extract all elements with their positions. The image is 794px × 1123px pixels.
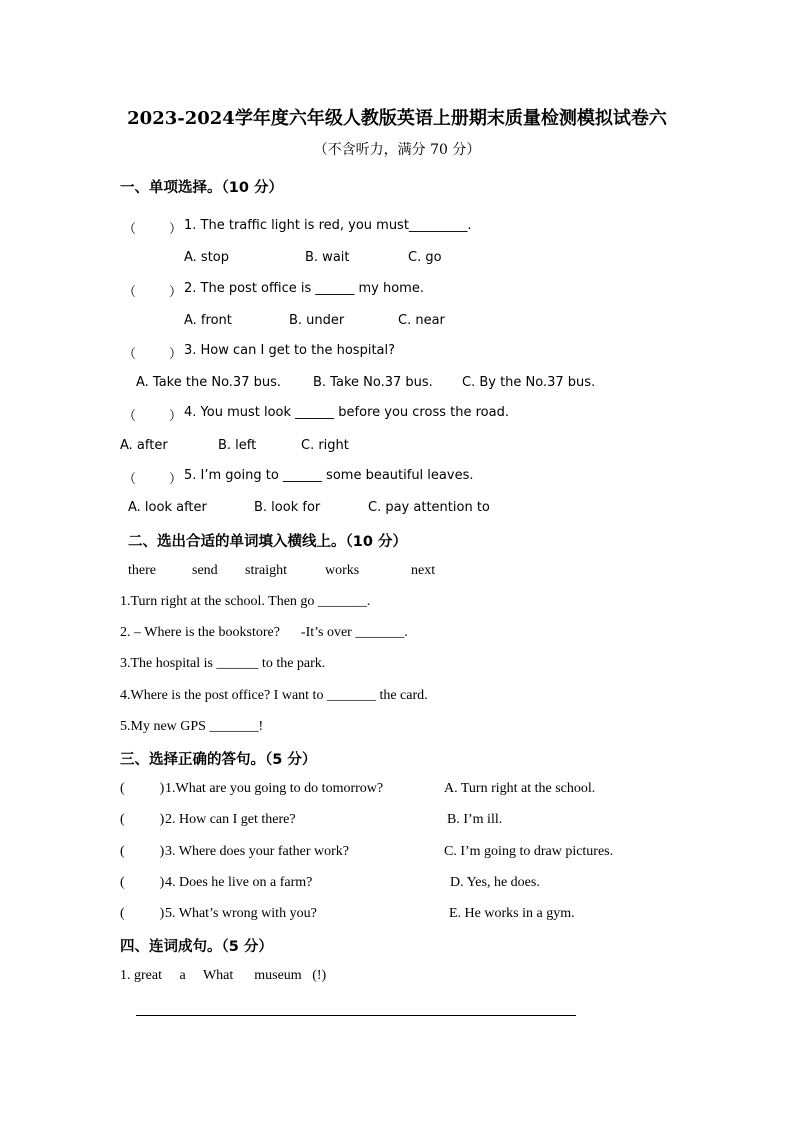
option-b: B. wait (305, 250, 350, 265)
question-text: 1. The traffic light is red, you must_________. (184, 218, 472, 233)
answer-paren: （ ） (123, 347, 183, 362)
option-a: A. stop (184, 250, 230, 265)
fill-blank-sentence: 5.My new GPS _______! (120, 719, 264, 734)
option-b: B. left (218, 438, 257, 453)
section-heading-3: 三、选择正确的答句。（5 分） (120, 752, 317, 768)
option-c: C. right (301, 438, 349, 453)
question-text: 5. What’s wrong with you? (165, 906, 317, 921)
answer-paren: ( ) (120, 906, 165, 921)
word-bank-item: next (411, 563, 436, 578)
answer-paren: （ ） (123, 472, 183, 487)
answer-paren: （ ） (123, 285, 183, 300)
section-heading-2: 二、选出合适的单词填入横线上。（10 分） (128, 534, 407, 550)
answer-option: E. He works in a gym. (449, 906, 575, 921)
option-a: A. after (120, 438, 168, 453)
question-text: 4. Does he live on a farm? (165, 875, 313, 890)
option-a: A. front (184, 313, 232, 328)
word-order-question: 1. great a What museum (!) (120, 968, 327, 983)
option-c: C. near (398, 313, 445, 328)
option-a: A. look after (128, 500, 207, 515)
option-b: B. under (289, 313, 345, 328)
answer-option: B. I’m ill. (447, 812, 503, 827)
answer-option: A. Turn right at the school. (444, 781, 596, 796)
option-c: C. pay attention to (368, 500, 490, 515)
question-text: 3. How can I get to the hospital? (184, 343, 396, 358)
option-b: B. Take No.37 bus. (313, 375, 433, 390)
option-c: C. go (408, 250, 442, 265)
answer-paren: ( ) (120, 844, 165, 859)
answer-option: C. I’m going to draw pictures. (444, 844, 614, 859)
word-bank-item: send (192, 563, 218, 578)
section-heading-4: 四、连词成句。（5 分） (120, 939, 273, 955)
answer-line (136, 1015, 576, 1016)
fill-blank-sentence: 2. – Where is the bookstore? -It’s over _______. (120, 625, 408, 640)
fill-blank-sentence: 3.The hospital is ______ to the park. (120, 656, 326, 671)
answer-paren: ( ) (120, 781, 165, 796)
word-bank-item: straight (245, 563, 287, 578)
fill-blank-sentence: 4.Where is the post office? I want to _______ the card. (120, 688, 428, 703)
question-text: 2. How can I get there? (165, 812, 296, 827)
answer-paren: （ ） (123, 409, 183, 424)
word-bank-item: there (128, 563, 156, 578)
section-heading-1: 一、单项选择。（10 分） (120, 180, 283, 196)
answer-option: D. Yes, he does. (450, 875, 540, 890)
page-subtitle: （不含听力，满分 70 分） (313, 142, 481, 158)
question-text: 2. The post office is ______ my home. (184, 281, 424, 296)
option-c: C. By the No.37 bus. (462, 375, 596, 390)
page-title: 2023-2024学年度六年级人教版英语上册期末质量检测模拟试卷六 (127, 108, 667, 129)
fill-blank-sentence: 1.Turn right at the school. Then go _______. (120, 594, 371, 609)
answer-paren: ( ) (120, 812, 165, 827)
answer-paren: （ ） (123, 222, 183, 237)
option-a: A. Take the No.37 bus. (136, 375, 281, 390)
answer-paren: ( ) (120, 875, 165, 890)
question-text: 1.What are you going to do tomorrow? (165, 781, 384, 796)
question-text: 5. I’m going to ______ some beautiful leaves. (184, 468, 474, 483)
question-text: 4. You must look ______ before you cross the road. (184, 405, 509, 420)
word-bank-item: works (325, 563, 360, 578)
option-b: B. look for (254, 500, 321, 515)
question-text: 3. Where does your father work? (165, 844, 350, 859)
